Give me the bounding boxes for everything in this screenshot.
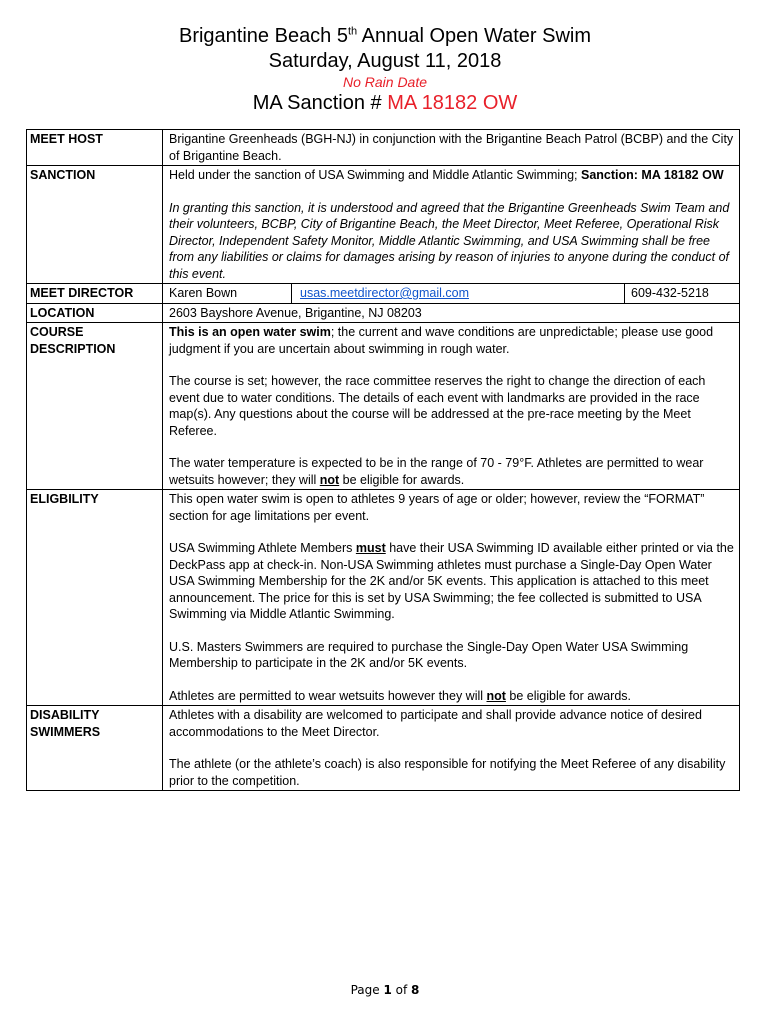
sanction-row	[27, 166, 740, 284]
rain-date-note: No Rain Date	[342, 74, 428, 90]
sanction-liability-text: In granting this sanction, it is understood and agreed that the Brigantine Greenheads Swim Team and their volunteers, BCBP, City of Brigantine Beach, the Meet Director, Meet Referee, Operational Risk Director, Independent Safety Monitor, Middle Atlantic Swimming, and USA Swimming shall be free from any liabilities or claims for damages arising by reason of injuries to anyone during the conduct of this event.	[169, 200, 730, 281]
disability-value: Athletes with a disability are welcomed to participate and shall provide advance notice of desired accommodations to the Meet Director. The athlete (or the athlete’s coach) is also responsible for notifying the Meet Referee of any disability prior to the competition.	[163, 706, 740, 791]
course-label: COURSE DESCRIPTION	[27, 323, 163, 490]
meet-director-phone: 609-432-5218	[625, 284, 740, 303]
total-pages: 8	[411, 983, 420, 997]
meet-info-table	[26, 129, 740, 791]
meet-director-name: Karen Bown	[169, 286, 238, 300]
meet-host-row	[27, 130, 740, 166]
sanction-number: MA 18182 OW	[387, 92, 518, 114]
eligibility-row	[27, 490, 740, 706]
sanction-heading: MA Sanction # MA 18182 OW	[252, 92, 518, 114]
location-label: LOCATION	[27, 303, 163, 323]
meet-director-row	[27, 284, 740, 304]
meet-host-value: Brigantine Greenheads (BGH-NJ) in conjunction with the Brigantine Beach Patrol (BCBP) and the City of Brigantine Beach.	[163, 130, 740, 166]
course-value: This is an open water swim; the current and wave conditions are unpredictable; please use good judgment if you are uncertain about swimming in rough water. The course is set; however, the race committee reserves the right to change the direction of each event due to water conditions. The details of each event with landmarks are provided in the race map(s). Any questions about the course will be addressed at the pre-race meeting by the Meet Referee. The water temperature is expected to be in the range of 70 - 79°F. Athletes are permitted to wear wetsuits however; they will not be eligible for awards.	[163, 323, 740, 490]
sanction-label: SANCTION	[27, 166, 163, 284]
disability-label: DISABILITY SWIMMERS	[27, 706, 163, 791]
course-row	[27, 323, 740, 490]
meet-director-value	[163, 284, 740, 304]
meet-director-label: MEET DIRECTOR	[27, 284, 163, 304]
location-value: 2603 Bayshore Avenue, Brigantine, NJ 08203	[163, 303, 740, 323]
event-date: Saturday, August 11, 2018	[268, 50, 502, 72]
page-footer: Page 1 of 8	[350, 983, 420, 997]
eligibility-value: This open water swim is open to athletes 9 years of age or older; however, review the “FORMAT” section for age limitations per event. USA Swimming Athlete Members must have their USA Swimming ID available either printed or via the DeckPass app at check-in. Non-USA Swimming athletes must purchase a Single-Day Open Water USA Swimming Membership for the 2K and/or 5K events. This application is attached to this meet announcement. The price for this is set by USA Swimming; the fee collected is submitted to USA Swimming via Middle Atlantic Swimming. U.S. Masters Swimmers are required to purchase the Single-Day Open Water USA Swimming Membership to participate in the 2K and/or 5K events. Athletes are permitted to wear wetsuits however they will not be eligible for awards.	[163, 490, 740, 706]
sanction-value: Held under the sanction of USA Swimming and Middle Atlantic Swimming; Sanction: MA 18182 OW In granting this sanction, it is understood and agreed that the Brigantine Greenheads Swim Team and their volunteers, BCBP, City of Brigantine Beach, the Meet Director, Meet Referee, Operational Risk Director, Independent Safety Monitor, Middle Atlantic Swimming, and USA Swimming shall be free from any liabilities or claims for damages arising by reason of injuries to anyone during the conduct of this event.	[163, 166, 740, 284]
location-row	[27, 303, 740, 323]
current-page: 1	[383, 983, 392, 997]
meet-host-label: MEET HOST	[27, 130, 163, 166]
eligibility-label: ELIGBILITY	[27, 490, 163, 706]
document-title: Brigantine Beach 5th Annual Open Water Swim	[178, 25, 591, 47]
meet-director-email-link[interactable]: usas.meetdirector@gmail.com	[300, 286, 469, 300]
disability-row	[27, 706, 740, 791]
